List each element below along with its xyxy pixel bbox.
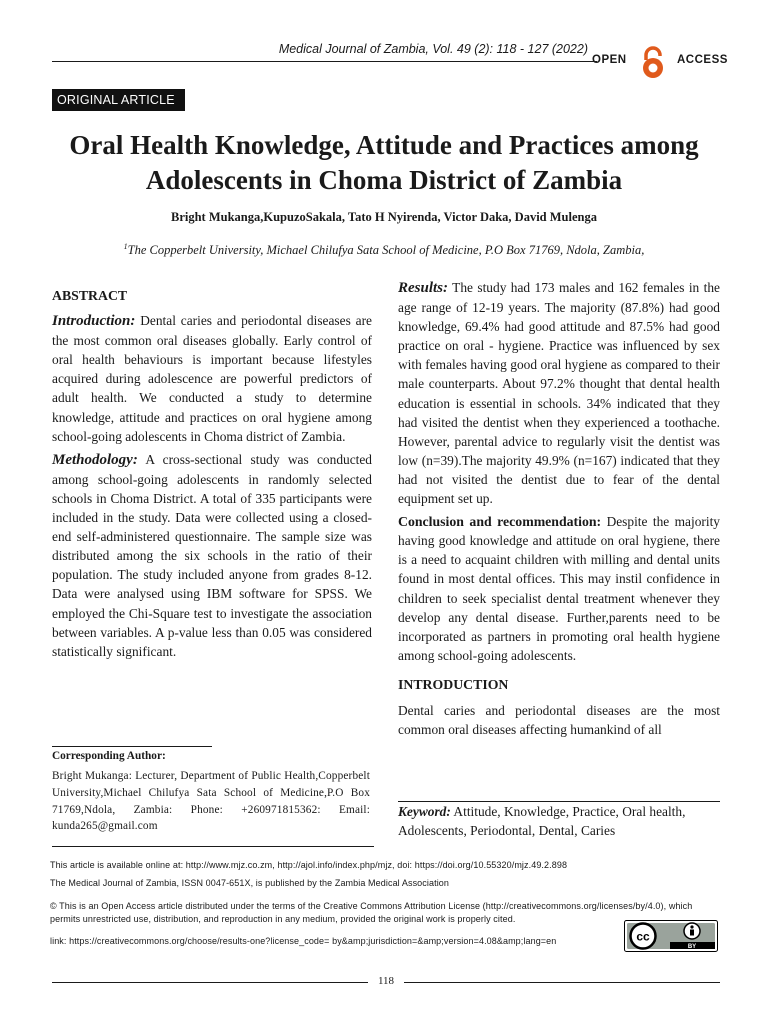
corresponding-author-details: Bright Mukanga: Lecturer, Department of Public Health,Copperbelt University,Michael Chilufya Sata School of Medicine,P.O Box 71769,Ndola, Zambia: Phone: +260971815362: Email: kunda265@gmail.com [52, 770, 370, 833]
journal-citation: Medical Journal of Zambia, Vol. 49 (2): 118 - 127 (2022) [278, 42, 588, 56]
introduction-text: Dental caries and periodontal diseases are the most common oral diseases globally. Early control of oral health behaviours is important because lifestyles acquired during adolescence are powerful predictors of adult health. We conducted a study to determine knowledge, attitude and practices on oral hygiene among school-going adolescents in Choma district of Zambia. [52, 313, 372, 444]
keywords-text: Attitude, Knowledge, Practice, Oral health, Adolescents, Periodontal, Dental, Caries [398, 804, 686, 839]
introduction-body: Dental caries and periodontal diseases are the most common oral diseases affecting humankind of all [398, 702, 720, 738]
paper-title: Oral Health Knowledge, Attitude and Practices among Adolescents in Choma District of Zambia [69, 130, 699, 195]
results-text: The study had 173 males and 162 females in the age range of 12-19 years. The majority (87.8%) had good knowledge, 69.4% had good attitude and 87.5% had good practice on oral - hygiene. Practice was influenced by sex with females having good oral hygiene as compared to their male counterparts. About 97.2% thought that dental health education is essential in schools. 34% indicated that they had visited the dentist when they experienced a toothache. However, parental advice to regularly visit the dentist was low (n=39).The majority 49.9% (n=167) indicated that they had not visited the dentist due to fear of the dental equipment set up. [398, 280, 721, 507]
page-rule-left [52, 982, 368, 983]
keywords [398, 802, 720, 840]
abstract-introduction [52, 311, 372, 446]
license-link[interactable]: link: https://creativecommons.org/choose/results-one?license_code= by&amp;jurisdiction=&amp;version=4.08&amp;lang=en [50, 936, 557, 946]
article-type-badge: ORIGINAL ARTICLE [52, 89, 185, 111]
affiliation-marker: 1 [123, 242, 128, 251]
footer-rule [52, 846, 374, 847]
author-list: Bright Mukanga,KupuzoSakala, Tato H Nyirenda, Victor Daka, David Mulenga [170, 210, 597, 224]
left-column [52, 286, 372, 661]
affiliation-text: The Copperbelt University, Michael Chilufya Sata School of Medicine, P.O Box 71769, Ndola, Zambia, [127, 243, 645, 258]
cc-by-badge [624, 920, 718, 952]
open-access-access-text: ACCESS [677, 54, 728, 66]
page-rule-right [404, 982, 720, 983]
corresponding-author-heading: Corresponding Author: [52, 750, 166, 762]
methodology-text: A cross-sectional study was conducted among school-going adolescents in randomly selected schools in Choma District. A total of 335 participants were included in the study. Data were collected using a closed-end self-administered questionnaire. The sample size was distributed among the six schools in the ratio of their population. The study included anyone from grades 8-12. Data were analysed using IBM software for SPSS. We employed the Chi-Square test to investigate the association between variables. A p-value less than 0.05 was considered statistically significant. [52, 451, 373, 659]
conclusion-text: Despite the majority having good knowledge and attitude on oral hygiene, there is a need to acquaint children with milling and dental units found in most dental offices. This may instil confidence in children to seek specialist dental treatment whenever they develop any dental disease. Further,parents need to be incorporated as partners in promoting oral health hygiene among school-going adolescents. [398, 514, 720, 663]
open-lock-icon [634, 46, 672, 80]
results-label: Results: [398, 280, 449, 296]
abstract-results [398, 278, 720, 508]
publisher-note: The Medical Journal of Zambia, ISSN 0047-651X, is published by the Zambia Medical Association [50, 878, 450, 888]
right-column [398, 278, 720, 739]
cc-by-text: BY [687, 944, 697, 951]
open-access-open-text: OPEN [592, 54, 627, 66]
corresponding-author-rule [52, 746, 212, 747]
header-rule [52, 61, 597, 62]
introduction-label: Introduction: [52, 313, 136, 330]
abstract-heading: ABSTRACT [52, 288, 128, 303]
conclusion-label: Conclusion and recommendation: [398, 514, 602, 530]
svg-text:cc: cc [636, 929, 650, 944]
page-number: 118 [377, 975, 395, 987]
open-access-logo [592, 46, 732, 80]
methodology-label: Methodology: [52, 451, 138, 468]
license-note: © This is an Open Access article distributed under the terms of the Creative Commons Attribution License (http://creativecommons.org/licenses/by/4.0), which permits unrestricted use, distribution, and reproduction in any medium, provided the original work is properly cited. [50, 901, 693, 924]
affiliation [40, 242, 728, 258]
abstract-conclusion [398, 512, 720, 665]
introduction-heading: INTRODUCTION [398, 676, 509, 692]
abstract-methodology [52, 450, 372, 661]
keywords-label: Keyword: [398, 804, 451, 819]
availability-note: This article is available online at: http://www.mjz.co.zm, http://ajol.info/index.php/mjz, doi: https://doi.org/10.55320/mjz.49.2.898 [50, 860, 568, 870]
